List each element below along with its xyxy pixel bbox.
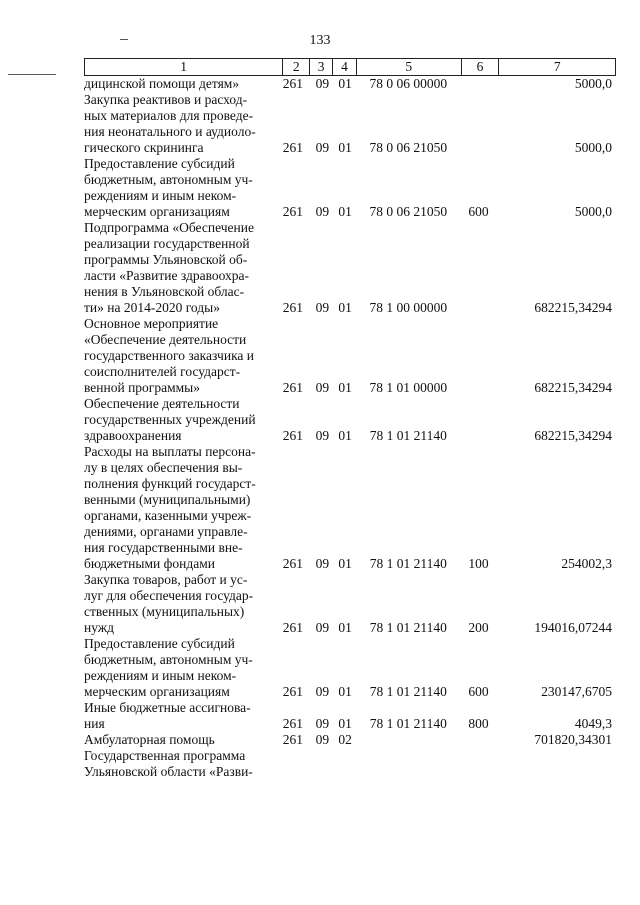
row-description bbox=[84, 732, 281, 748]
description-line: бюджетным, автономным уч- bbox=[84, 652, 253, 667]
description-line: «Обеспечение деятельности bbox=[84, 332, 247, 347]
code-section: 09 bbox=[315, 204, 330, 219]
code-target: 78 1 00 00000 bbox=[369, 300, 448, 315]
row-description bbox=[84, 92, 281, 156]
description-line: гического скрининга bbox=[84, 140, 204, 155]
table-row bbox=[84, 156, 616, 220]
amount: 194016,07244 bbox=[534, 620, 612, 635]
description-line: дениями, органами управле- bbox=[84, 524, 248, 539]
code-subsection: 01 bbox=[338, 380, 352, 395]
code-target: 78 0 06 21050 bbox=[369, 140, 448, 155]
description-line: ласти «Развитие здравоохра- bbox=[84, 268, 250, 283]
code-subsection: 01 bbox=[338, 140, 352, 155]
table-row bbox=[84, 220, 616, 316]
amount: 5000,0 bbox=[574, 204, 612, 219]
table-row bbox=[84, 636, 616, 700]
amount: 254002,3 bbox=[561, 556, 612, 571]
table-row bbox=[84, 732, 616, 748]
table-row bbox=[84, 572, 616, 636]
description-line: луг для обеспечения государ- bbox=[84, 588, 254, 603]
table-row bbox=[84, 396, 616, 444]
amount: 682215,34294 bbox=[534, 428, 612, 443]
description-line: мерческим организациям bbox=[84, 684, 230, 699]
code-admin: 261 bbox=[282, 204, 304, 219]
description-line: ти» на 2014-2020 годы» bbox=[84, 300, 220, 315]
code-section: 09 bbox=[315, 556, 330, 571]
code-section: 09 bbox=[315, 380, 330, 395]
code-admin: 261 bbox=[282, 428, 304, 443]
description-line: лу в целях обеспечения вы- bbox=[84, 460, 243, 475]
description-line: мерческим организациям bbox=[84, 204, 230, 219]
table-header bbox=[84, 58, 616, 76]
amount: 230147,6705 bbox=[541, 684, 612, 699]
code-target: 78 1 01 21140 bbox=[369, 620, 447, 635]
code-section: 09 bbox=[315, 732, 330, 747]
description-line: Государственная программа bbox=[84, 748, 246, 763]
description-line: дицинской помощи детям» bbox=[84, 76, 240, 91]
scan-artifact-line bbox=[8, 74, 56, 75]
description-line: нения в Ульяновской облас- bbox=[84, 284, 245, 299]
description-line: Иные бюджетные ассигнова- bbox=[84, 700, 251, 715]
description-line: венными (муниципальными) bbox=[84, 492, 251, 507]
scan-artifact-mark bbox=[120, 39, 128, 40]
code-admin: 261 bbox=[282, 732, 304, 747]
description-line: Расходы на выплаты персона- bbox=[84, 444, 256, 459]
header-col-3: 3 bbox=[310, 59, 333, 75]
description-line: Подпрограмма «Обеспечение bbox=[84, 220, 254, 235]
code-admin: 261 bbox=[282, 556, 304, 571]
description-line: ния неонатального и аудиоло- bbox=[84, 124, 256, 139]
amount: 701820,34301 bbox=[534, 732, 612, 747]
description-line: Основное мероприятие bbox=[84, 316, 219, 331]
page-number: 133 bbox=[309, 33, 331, 48]
code-admin: 261 bbox=[282, 380, 304, 395]
code-subsection: 01 bbox=[338, 556, 352, 571]
description-line: бюджетным, автономным уч- bbox=[84, 172, 253, 187]
table-row bbox=[84, 76, 616, 92]
table-row bbox=[84, 444, 616, 572]
row-description bbox=[84, 572, 281, 636]
code-section: 09 bbox=[315, 300, 330, 315]
row-description bbox=[84, 444, 281, 572]
row-description bbox=[84, 76, 281, 92]
description-line: ния государственными вне- bbox=[84, 540, 243, 555]
code-expense-type: 200 bbox=[468, 620, 489, 635]
code-target: 78 1 01 21140 bbox=[369, 716, 447, 731]
code-section: 09 bbox=[315, 428, 330, 443]
code-subsection: 02 bbox=[338, 732, 352, 747]
row-description bbox=[84, 156, 281, 220]
table-row bbox=[84, 92, 616, 156]
code-section: 09 bbox=[315, 140, 330, 155]
description-line: органами, казенными учреж- bbox=[84, 508, 252, 523]
description-line: ственных (муниципальных) bbox=[84, 604, 245, 619]
code-subsection: 01 bbox=[338, 428, 352, 443]
code-subsection: 01 bbox=[338, 204, 352, 219]
code-target: 78 0 06 00000 bbox=[369, 76, 448, 91]
amount: 5000,0 bbox=[574, 76, 612, 91]
header-col-4: 4 bbox=[333, 59, 357, 75]
amount: 4049,3 bbox=[574, 716, 612, 731]
description-line: Обеспечение деятельности bbox=[84, 396, 240, 411]
description-line: реждениям и иным неком- bbox=[84, 188, 237, 203]
description-line: ных материалов для проведе- bbox=[84, 108, 254, 123]
description-line: реждениям и иным неком- bbox=[84, 668, 237, 683]
code-target: 78 1 01 21140 bbox=[369, 684, 447, 699]
code-expense-type: 600 bbox=[468, 684, 489, 699]
table-row bbox=[84, 700, 616, 732]
description-line: государственного заказчика и bbox=[84, 348, 255, 363]
amount: 682215,34294 bbox=[534, 300, 612, 315]
table-row bbox=[84, 316, 616, 396]
code-admin: 261 bbox=[282, 140, 304, 155]
code-expense-type: 800 bbox=[468, 716, 489, 731]
description-line: реализации государственной bbox=[84, 236, 250, 251]
code-admin: 261 bbox=[282, 620, 304, 635]
description-line: Амбулаторная помощь bbox=[84, 732, 215, 747]
header-col-2: 2 bbox=[283, 59, 310, 75]
description-line: Закупка реактивов и расход- bbox=[84, 92, 248, 107]
row-description bbox=[84, 748, 281, 780]
row-description bbox=[84, 700, 281, 732]
description-line: бюджетными фондами bbox=[84, 556, 215, 571]
code-section: 09 bbox=[315, 684, 330, 699]
code-subsection: 01 bbox=[338, 300, 352, 315]
code-subsection: 01 bbox=[338, 76, 352, 91]
code-admin: 261 bbox=[282, 716, 304, 731]
description-line: Предоставление субсидий bbox=[84, 156, 235, 171]
code-admin: 261 bbox=[282, 684, 304, 699]
description-line: Закупка товаров, работ и ус- bbox=[84, 572, 248, 587]
description-line: здравоохранения bbox=[84, 428, 182, 443]
code-target: 78 1 01 00000 bbox=[369, 380, 448, 395]
header-col-6: 6 bbox=[462, 59, 500, 75]
row-description bbox=[84, 396, 281, 444]
description-line: Предоставление субсидий bbox=[84, 636, 235, 651]
row-description bbox=[84, 316, 281, 396]
row-description bbox=[84, 220, 281, 316]
code-admin: 261 bbox=[282, 300, 304, 315]
table-row bbox=[84, 748, 616, 780]
code-section: 09 bbox=[315, 716, 330, 731]
code-target: 78 1 01 21140 bbox=[369, 428, 447, 443]
code-subsection: 01 bbox=[338, 684, 352, 699]
description-line: соисполнителей государст- bbox=[84, 364, 241, 379]
header-col-1: 1 bbox=[85, 59, 283, 75]
row-description bbox=[84, 636, 281, 700]
code-expense-type: 100 bbox=[468, 556, 489, 571]
table-body bbox=[84, 76, 616, 780]
amount: 5000,0 bbox=[574, 140, 612, 155]
code-section: 09 bbox=[315, 620, 330, 635]
description-line: венной программы» bbox=[84, 380, 200, 395]
header-col-7: 7 bbox=[553, 59, 561, 74]
code-target: 78 0 06 21050 bbox=[369, 204, 448, 219]
code-section: 09 bbox=[315, 76, 330, 91]
description-line: государственных учреждений bbox=[84, 412, 256, 427]
description-line: Ульяновской области «Разви- bbox=[84, 764, 253, 779]
code-subsection: 01 bbox=[338, 716, 352, 731]
description-line: полнения функций государст- bbox=[84, 476, 256, 491]
code-target: 78 1 01 21140 bbox=[369, 556, 447, 571]
header-col-5: 5 bbox=[357, 59, 462, 75]
description-line: программы Ульяновской об- bbox=[84, 252, 248, 267]
code-subsection: 01 bbox=[338, 620, 352, 635]
amount: 682215,34294 bbox=[534, 380, 612, 395]
budget-table bbox=[84, 58, 616, 780]
description-line: ния bbox=[84, 716, 105, 731]
code-expense-type: 600 bbox=[468, 204, 489, 219]
description-line: нужд bbox=[84, 620, 114, 635]
code-admin: 261 bbox=[282, 76, 304, 91]
